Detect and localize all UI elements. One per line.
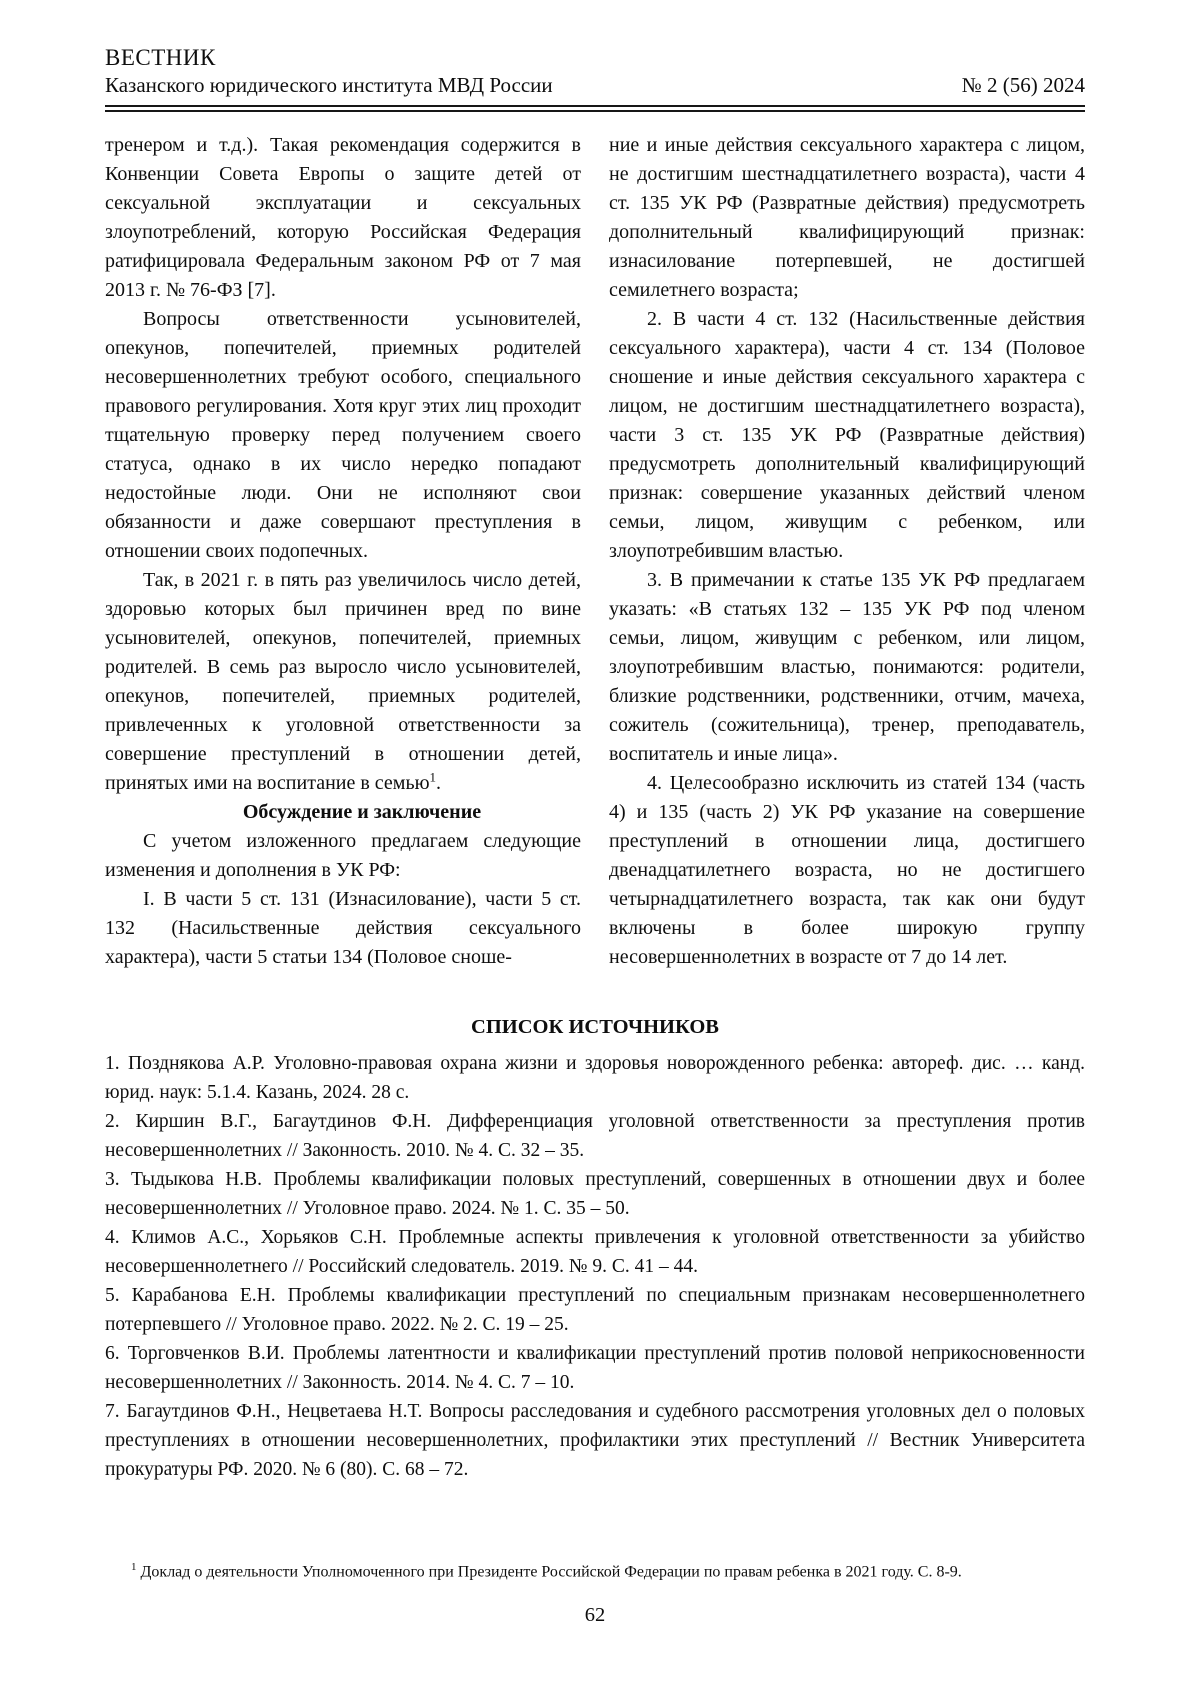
header-divider	[105, 105, 1085, 112]
source-item: 1. Позднякова А.Р. Уголовно-правовая охрана жизни и здоровья новорожденного ребенка: автореф. дис. … канд. юрид. наук: 5.1.4. Казань, 2024. 28 с.	[105, 1053, 1085, 1103]
paragraph: 3. В примечании к статье 135 УК РФ предлагаем указать: «В статьях 132 – 135 УК РФ под членом семьи, лицом, живущим с ребенком, или лицом, злоупотребившим властью, понимаются: родители, близкие родственники, родственники, отчим, мачеха, сожитель (сожительница), тренер, преподаватель, воспитатель и иные лица».	[609, 569, 1085, 765]
source-item: 3. Тыдыкова Н.В. Проблемы квалификации половых преступлений, совершенных в отношении двух и более несовершеннолетних // Уголовное право. 2024. № 1. С. 35 – 50.	[105, 1169, 1085, 1219]
page-header	[105, 44, 1085, 112]
paragraph: Вопросы ответственности усыновителей, опекунов, попечителей, приемных родителей несовершеннолетних требуют особого, специального правового регулирования. Хотя круг этих лиц проходит тщательную проверку перед получением своего статуса, однако в их число нередко попадают недостойные люди. Они не исполняют свои обязанности и даже совершают преступления в отношении своих подопечных.	[105, 308, 581, 562]
source-item: 6. Торговченков В.И. Проблемы латентности и квалификации преступлений против половой неприкосновенности несовершеннолетних // Законность. 2014. № 4. С. 7 – 10.	[105, 1343, 1085, 1393]
journal-subtitle: Казанского юридического института МВД России	[105, 73, 553, 97]
footnote-text: Доклад о деятельности Уполномоченного при Президенте Российской Федерации по правам ребенка в 2021 году. С. 8-9.	[136, 1563, 962, 1580]
sources-heading: СПИСОК ИСТОЧНИКОВ	[471, 1016, 719, 1038]
section-heading-discussion: Обсуждение и заключение	[242, 801, 482, 823]
paragraph: ние и иные действия сексуального характера с лицом, не достигшим шестнадцатилетнего возраста), части 4 ст. 135 УК РФ (Развратные действия) предусмотреть дополнительный квалифицирующий признак: изнасилование потерпевшей, не достигшей семилетнего возраста;	[609, 134, 1085, 301]
right-column	[609, 131, 1085, 972]
paragraph-text: .	[436, 772, 442, 794]
page-number: 62	[584, 1604, 606, 1626]
source-item: 5. Карабанова Е.Н. Проблемы квалификации преступлений по специальным признакам несовершеннолетнего потерпевшего // Уголовное право. 2022. № 2. С. 19 – 25.	[105, 1285, 1085, 1335]
paragraph: С учетом изложенного предлагаем следующие изменения и дополнения в УК РФ:	[105, 830, 581, 881]
paragraph-text: Так, в 2021 г. в пять раз увеличилось число детей, здоровью которых был причинен вред по вине усыновителей, опекунов, попечителей, приемных родителей. В семь раз выросло число усыновителей, опекунов, попечителей, приемных родителей, привлеченных к уголовной ответственности за совершение преступлений в отношении детей, принятых ими на воспитание в семью	[105, 569, 581, 794]
source-item: 2. Киршин В.Г., Багаутдинов Ф.Н. Дифференциация уголовной ответственности за преступления против несовершеннолетних // Законность. 2010. № 4. С. 32 – 35.	[105, 1111, 1085, 1161]
paragraph: 2. В части 4 ст. 132 (Насильственные действия сексуального характера), части 4 ст. 134 (Половое сношение и иные действия сексуального характера с лицом, не достигшим шестнадцатилетнего возраста), части 3 ст. 135 УК РФ (Развратные действия) предусмотреть дополнительный квалифицирующий признак: совершение указанных действий членом семьи, лицом, живущим с ребенком, или злоупотребившим властью.	[609, 308, 1085, 562]
paragraph	[105, 566, 581, 798]
footnote	[105, 1557, 1085, 1582]
journal-title: ВЕСТНИК	[105, 45, 216, 70]
sources-section	[105, 1013, 1085, 1484]
source-item: 4. Климов А.С., Хорьяков С.Н. Проблемные аспекты привлечения к уголовной ответственности за убийство несовершеннолетнего // Российский следователь. 2019. № 9. С. 41 – 44.	[105, 1227, 1085, 1277]
paragraph: I. В части 5 ст. 131 (Изнасилование), части 5 ст. 132 (Насильственные действия сексуального характера), части 5 статьи 134 (Половое сноше-	[105, 888, 581, 968]
footnote-marker: 1	[131, 1560, 137, 1573]
footnote-reference-marker: 1	[429, 769, 437, 785]
source-item: 7. Багаутдинов Ф.Н., Нецветаева Н.Т. Вопросы расследования и судебного рассмотрения уголовных дел о половых преступлениях в отношении несовершеннолетних, профилактики этих преступлений // Вестник Университета прокуратуры РФ. 2020. № 6 (80). С. 68 – 72.	[105, 1401, 1085, 1480]
paragraph: 4. Целесообразно исключить из статей 134 (часть 4) и 135 (часть 2) УК РФ указание на совершение преступлений в отношении лица, достигшего двенадцатилетнего возраста, но не достигшего четырнадцатилетнего возраста, так как они будут включены в более широкую группу несовершеннолетних в возрасте от 7 до 14 лет.	[609, 772, 1085, 968]
left-column	[105, 131, 581, 972]
article-body	[105, 131, 1085, 972]
paragraph: тренером и т.д.). Такая рекомендация содержится в Конвенции Совета Европы о защите детей от сексуальной эксплуатации и сексуальных злоупотреблений, которую Российская Федерация ратифицировала Федеральным законом РФ от 7 мая 2013 г. № 76-ФЗ [7].	[105, 134, 581, 301]
issue-number: № 2 (56) 2024	[961, 73, 1085, 97]
header-row	[105, 72, 1085, 105]
